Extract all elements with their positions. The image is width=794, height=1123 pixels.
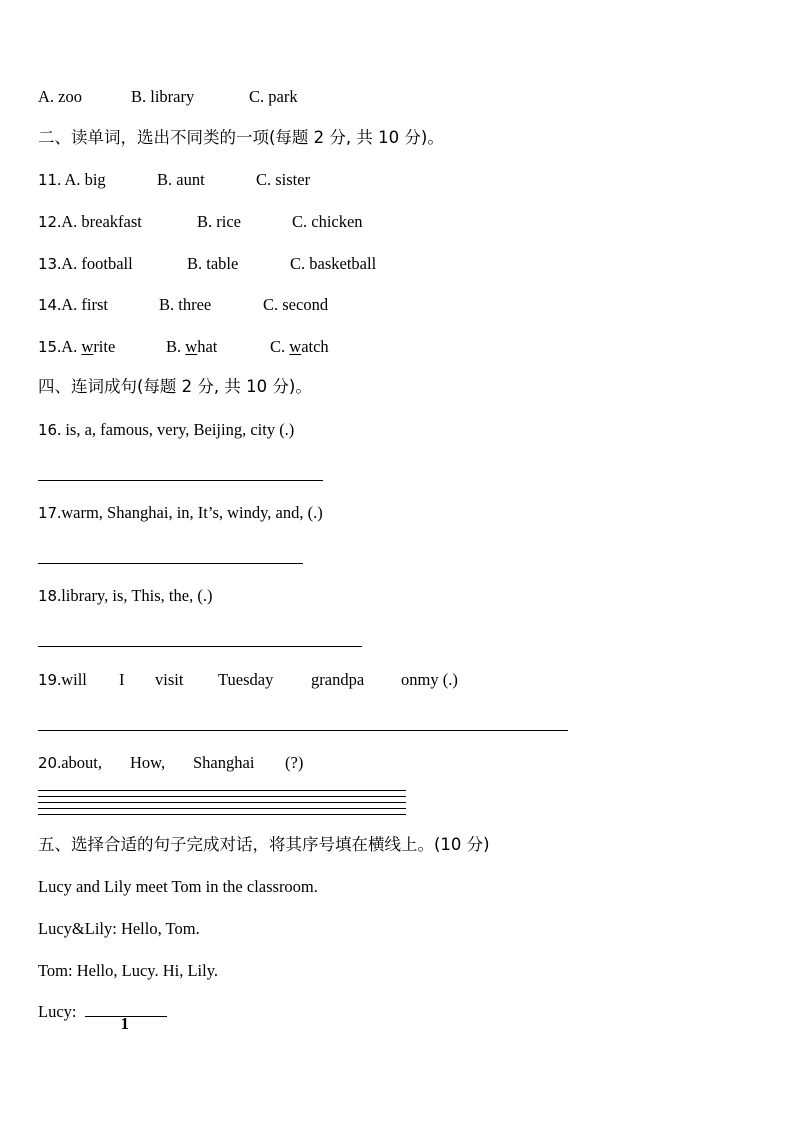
q14-option-a: .A. first	[57, 295, 108, 314]
question-18	[38, 586, 212, 606]
q18-words: .library, is, This, the, (.)	[57, 586, 213, 605]
q15-option-c-underlined: w	[289, 337, 302, 356]
question-number: 14	[38, 296, 58, 314]
q19-word: visit	[155, 670, 184, 689]
question-number: 17	[38, 504, 58, 522]
speaker-label: Lucy:	[38, 1002, 77, 1021]
q15-option-b-underlined: w	[185, 337, 198, 356]
q19-word: onmy (.)	[401, 670, 458, 689]
q14-option-b: B. three	[159, 295, 212, 314]
section4-title: 四、连词成句(每题 2 分, 共 10 分)。	[38, 377, 312, 396]
answer-line-20a	[38, 790, 406, 791]
q19-word: Tuesday	[218, 670, 274, 689]
q20-word: (?)	[285, 753, 304, 772]
q19-word: I	[119, 670, 125, 689]
question-number: 20	[38, 754, 58, 772]
q10-option-c: C. park	[249, 87, 298, 106]
q16-words: . is, a, famous, very, Beijing, city (.)	[57, 420, 295, 439]
q12-option-a: .A. breakfast	[57, 212, 142, 231]
question-number: 13	[38, 255, 58, 273]
q11-option-b: B. aunt	[157, 170, 205, 189]
blank-number: 1	[120, 1014, 129, 1033]
question-number: 16	[38, 421, 58, 439]
q13-option-c: C. basketball	[290, 254, 377, 273]
dialogue-line: Lucy&Lily: Hello, Tom.	[38, 919, 200, 938]
answer-line-16[interactable]	[38, 480, 323, 481]
section5-title: 五、选择合适的句子完成对话，将其序号填在横线上。(10 分)	[38, 835, 490, 854]
q15-option-a-underlined: w	[81, 337, 94, 356]
question-number: 19	[38, 671, 58, 689]
dialogue-line-lucy	[38, 1002, 167, 1033]
question-number: 15	[38, 338, 58, 356]
q19-word: grandpa	[311, 670, 365, 689]
q20-word: .about,	[57, 753, 103, 772]
q12-option-b: B. rice	[197, 212, 241, 231]
dialogue-line: Tom: Hello, Lucy. Hi, Lily.	[38, 961, 219, 980]
q20-word: How,	[130, 753, 166, 772]
q11-option-c: C. sister	[256, 170, 311, 189]
q15-option-c-rest: atch	[301, 337, 329, 356]
q10-option-b: B. library	[131, 87, 195, 106]
q11-option-a: . A. big	[57, 170, 106, 189]
question-number: 18	[38, 587, 58, 605]
question-number: 12	[38, 213, 58, 231]
section2-title: 二、读单词，选出不同类的一项(每题 2 分, 共 10 分)。	[38, 128, 444, 147]
answer-line-18[interactable]	[38, 646, 362, 647]
question-number: 11	[38, 171, 58, 189]
q15-option-a-prefix: .A.	[57, 337, 82, 356]
answer-line-20e	[38, 814, 406, 815]
q15-option-a-rest: rite	[93, 337, 116, 356]
q15-option-c-prefix: C.	[270, 337, 290, 356]
answer-blank-1[interactable]	[85, 1014, 167, 1033]
dialogue-line: Lucy and Lily meet Tom in the classroom.	[38, 877, 318, 896]
question-17	[38, 503, 323, 523]
question-16	[38, 420, 294, 440]
q13-option-b: B. table	[187, 254, 239, 273]
answer-line-20b	[38, 796, 406, 797]
q15-option-b-prefix: B.	[166, 337, 186, 356]
q13-option-a: .A. football	[57, 254, 133, 273]
answer-line-19[interactable]	[38, 730, 568, 731]
answer-line-20d	[38, 808, 406, 809]
q15-option-b-rest: hat	[197, 337, 218, 356]
q19-word: .will	[57, 670, 87, 689]
answer-line-20c	[38, 802, 406, 803]
q12-option-c: C. chicken	[292, 212, 363, 231]
q10-option-a: A. zoo	[38, 87, 82, 106]
q20-word: Shanghai	[193, 753, 255, 772]
q14-option-c: C. second	[263, 295, 329, 314]
q17-words: .warm, Shanghai, in, It’s, windy, and, (.)	[57, 503, 323, 522]
answer-line-17[interactable]	[38, 563, 303, 564]
